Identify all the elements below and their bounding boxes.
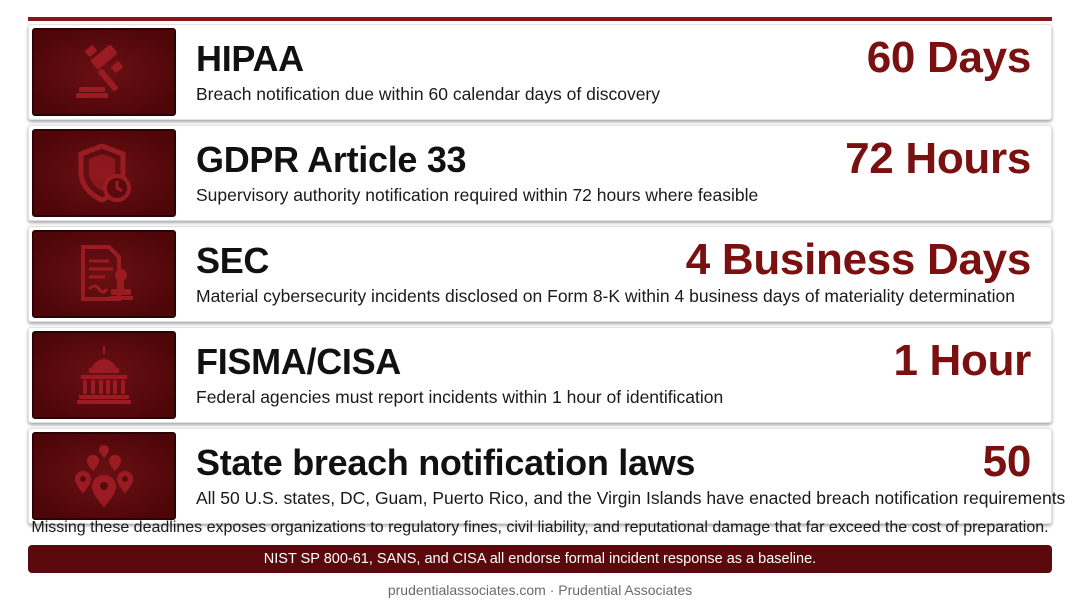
row-title: GDPR Article 33 bbox=[196, 139, 467, 180]
row-deadline-value: 72 Hours bbox=[845, 134, 1031, 183]
source-credit: prudentialassociates.com · Prudential Associates bbox=[387, 582, 693, 598]
row-deadline-value: 1 Hour bbox=[893, 336, 1031, 385]
map-pins-icon bbox=[32, 432, 176, 520]
row-title: SEC bbox=[196, 240, 270, 281]
row-title: State breach notification laws bbox=[196, 442, 696, 483]
row-deadline-value: 4 Business Days bbox=[685, 235, 1031, 284]
capitol-building-icon bbox=[32, 331, 176, 419]
footer-banner: NIST SP 800-61, SANS, and CISA all endorse formal incident response as a baseline. bbox=[28, 545, 1052, 573]
row-description: Federal agencies must report incidents within 1 hour of identification bbox=[196, 387, 724, 407]
row-title: HIPAA bbox=[196, 38, 304, 79]
deadline-row-state-laws bbox=[28, 428, 1066, 524]
gavel-icon bbox=[32, 28, 176, 116]
row-description: Supervisory authority notification required within 72 hours where feasible bbox=[196, 185, 759, 205]
deadline-row-sec bbox=[28, 226, 1052, 322]
row-description: All 50 U.S. states, DC, Guam, Puerto Rico, and the Virgin Islands have enacted breach notification requirements bbox=[196, 488, 1066, 508]
document-stamp-icon bbox=[32, 230, 176, 318]
row-description: Breach notification due within 60 calendar days of discovery bbox=[196, 84, 661, 104]
row-deadline-value: 50 bbox=[982, 437, 1031, 486]
deadline-row-gdpr bbox=[28, 125, 1052, 221]
row-deadline-value: 60 Days bbox=[866, 33, 1031, 82]
deadline-row-fisma bbox=[28, 327, 1052, 423]
row-description: Material cybersecurity incidents disclosed on Form 8-K within 4 business days of materiality determination bbox=[196, 286, 1015, 306]
footer-note: Missing these deadlines exposes organizations to regulatory fines, civil liability, and reputational damage that far exceed the cost of preparation. bbox=[31, 519, 1049, 536]
shield-clock-icon bbox=[32, 129, 176, 217]
row-title: FISMA/CISA bbox=[196, 341, 402, 382]
deadline-list bbox=[28, 24, 1066, 529]
top-rule bbox=[28, 17, 1052, 21]
deadline-row-hipaa bbox=[28, 24, 1052, 120]
